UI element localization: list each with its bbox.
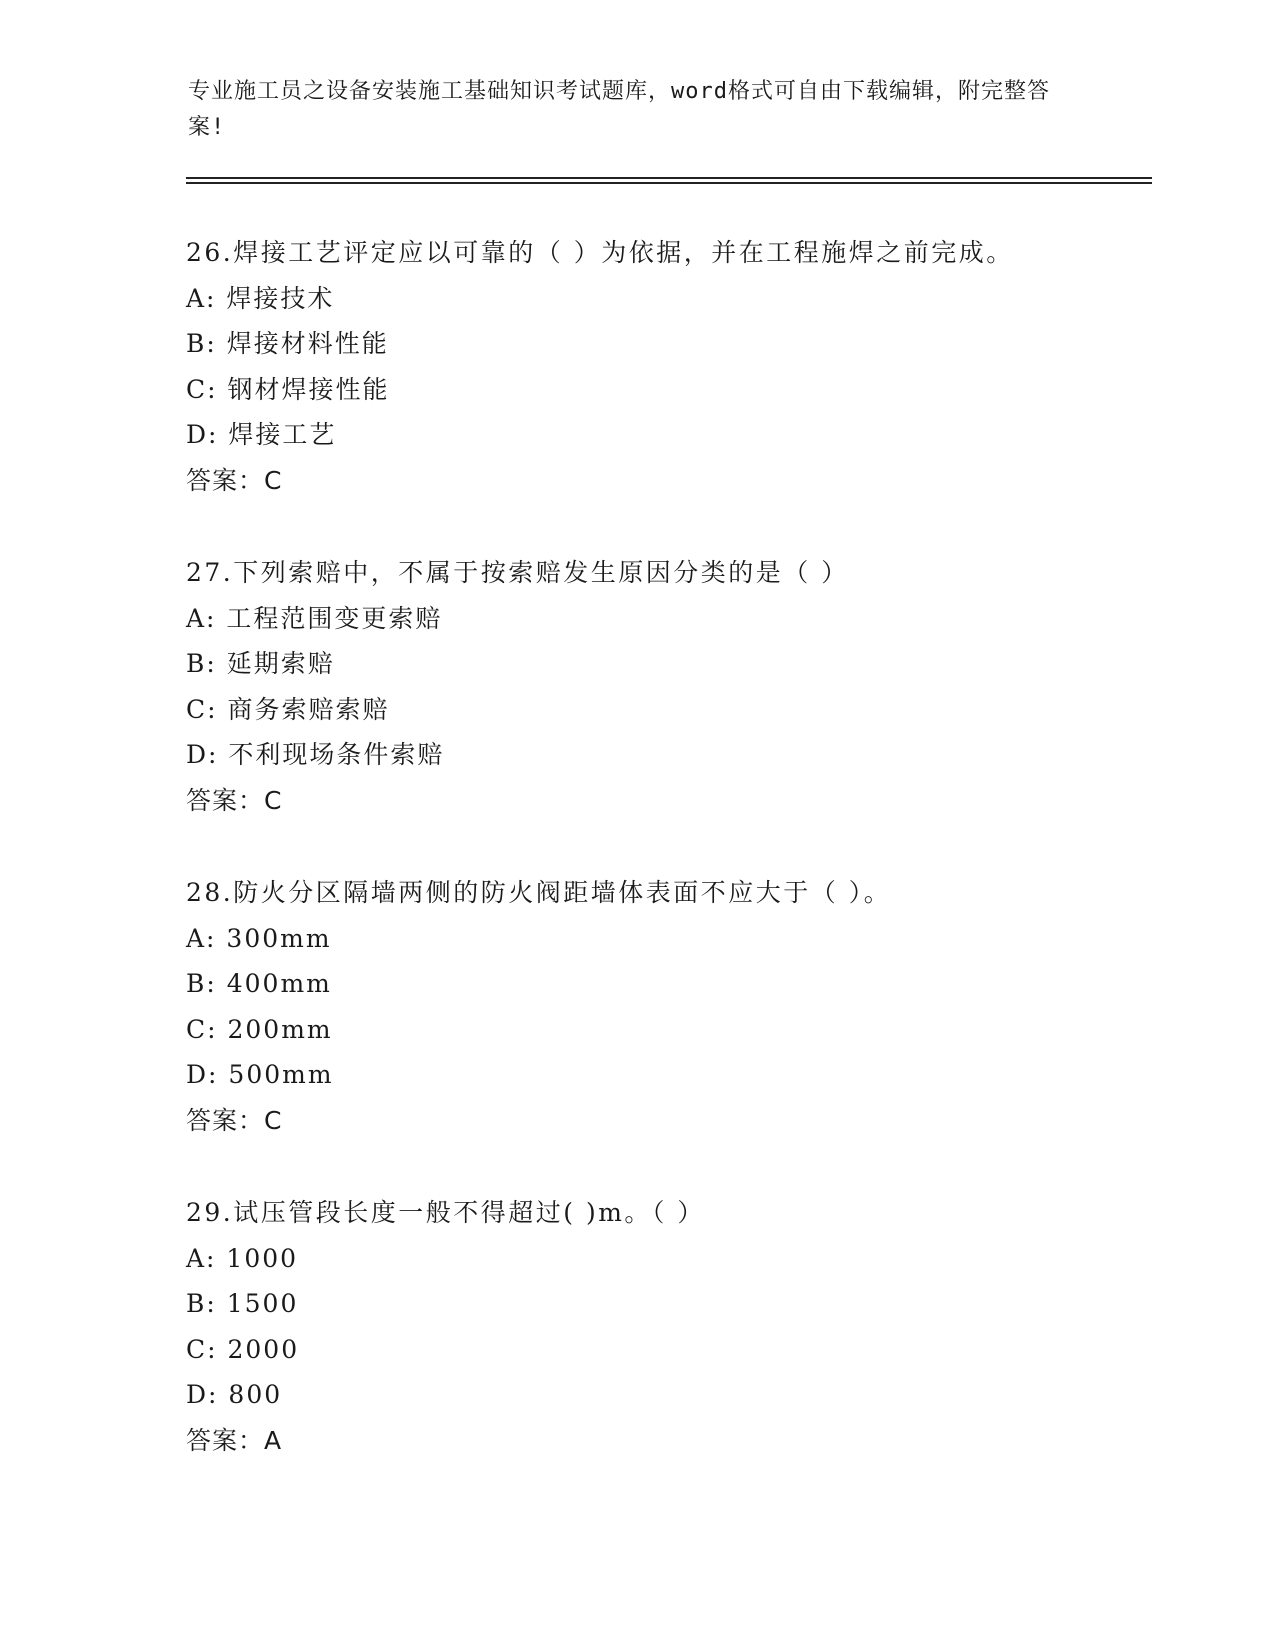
option-a: A: 300mm bbox=[186, 923, 332, 953]
option-d: D: 500mm bbox=[186, 1060, 334, 1090]
option-d: D: 800 bbox=[186, 1380, 283, 1410]
option-b: B: 延期索赔 bbox=[186, 649, 335, 679]
answer-line: 答案：C bbox=[186, 785, 283, 815]
answer-line: 答案：C bbox=[186, 465, 283, 495]
question-29 bbox=[186, 1190, 1146, 1510]
option-c: C: 钢材焊接性能 bbox=[186, 374, 390, 404]
question-28 bbox=[186, 870, 1146, 1190]
document-header bbox=[188, 74, 1068, 146]
question-27 bbox=[186, 550, 1146, 870]
option-a: A: 工程范围变更索赔 bbox=[186, 603, 443, 633]
question-26 bbox=[186, 230, 1146, 550]
header-divider-top bbox=[186, 177, 1152, 179]
option-a: A: 焊接技术 bbox=[186, 283, 335, 313]
option-a: A: 1000 bbox=[186, 1243, 299, 1273]
option-b: B: 400mm bbox=[186, 969, 332, 999]
option-c: C: 商务索赔索赔 bbox=[186, 694, 390, 724]
question-stem: 28.防火分区隔墙两侧的防火阀距墙体表面不应大于（ ）。 bbox=[186, 878, 892, 907]
option-b: B: 焊接材料性能 bbox=[186, 329, 389, 359]
answer-line: 答案：A bbox=[186, 1425, 283, 1455]
option-c: C: 200mm bbox=[186, 1014, 333, 1044]
header-text: 专业施工员之设备安装施工基础知识考试题库，word格式可自由下载编辑，附完整答案! bbox=[188, 79, 1050, 140]
question-stem: 29.试压管段长度一般不得超过( )m。（ ） bbox=[186, 1198, 705, 1227]
option-d: D: 焊接工艺 bbox=[186, 420, 337, 450]
header-divider-bottom bbox=[186, 182, 1152, 184]
option-d: D: 不利现场条件索赔 bbox=[186, 740, 445, 770]
option-c: C: 2000 bbox=[186, 1334, 300, 1364]
option-b: B: 1500 bbox=[186, 1289, 299, 1319]
question-stem: 27.下列索赔中，不属于按索赔发生原因分类的是（ ） bbox=[186, 558, 849, 587]
question-stem: 26.焊接工艺评定应以可靠的（ ）为依据，并在工程施焊之前完成。 bbox=[186, 238, 1014, 267]
answer-line: 答案：C bbox=[186, 1105, 283, 1135]
question-list bbox=[186, 230, 1146, 1510]
